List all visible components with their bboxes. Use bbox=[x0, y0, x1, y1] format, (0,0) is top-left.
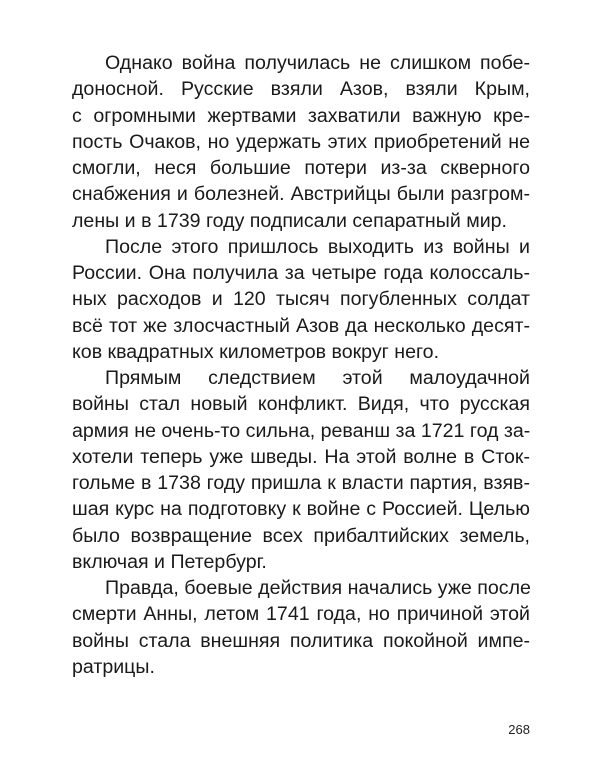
text-line: снабжения и болезней. Австрийцы были разгром- bbox=[72, 183, 530, 206]
paragraph bbox=[72, 50, 530, 234]
text-line: России. Она получила за четыре года колоссаль- bbox=[72, 262, 530, 284]
text-line: включая и Петербург. bbox=[72, 550, 267, 573]
text-line: армия не очень-то сильна, реванш за 1721 год за- bbox=[72, 419, 531, 442]
text-line: доносной. Русские взяли Азов, взяли Крым, bbox=[72, 78, 530, 101]
text-line: После этого пришлось выходить из войны и bbox=[105, 235, 530, 258]
paragraph bbox=[72, 365, 530, 575]
paragraph bbox=[72, 234, 530, 365]
page-body bbox=[72, 50, 530, 680]
text-line: Правда, боевые действия начались уже после bbox=[105, 577, 531, 599]
text-line: войны стал новый конфликт. Видя, что русская bbox=[72, 393, 530, 416]
text-line: ков квадратных километров вокруг него. bbox=[72, 340, 440, 363]
text-line: хотели теперь уже шведы. На этой волне в Сток- bbox=[72, 445, 530, 468]
text-line: войны стала внешняя политика покойной импе- bbox=[72, 629, 530, 652]
text-line: Прямым следствием этой малоудачной bbox=[105, 367, 530, 389]
text-line: было возвращение всех прибалтийских земель, bbox=[72, 524, 530, 547]
text-line: с огромными жертвами захватили важную кре- bbox=[72, 104, 530, 127]
text-line: Однако война получилась не слишком побе- bbox=[105, 52, 530, 74]
text-line: ратрицы. bbox=[72, 655, 155, 678]
text-line: гольме в 1738 году пришла к власти партия, взяв- bbox=[72, 472, 530, 494]
page-number: 268 bbox=[508, 722, 530, 737]
text-line: шая курс на подготовку к войне с Россией. Целью bbox=[72, 498, 530, 521]
text-line: смерти Анны, летом 1741 года, но причиной этой bbox=[72, 603, 530, 626]
text-line: ных расходов и 120 тысяч погубленных солдат bbox=[72, 288, 530, 311]
text-line: пость Очаков, но удержать этих приобретений не bbox=[72, 130, 530, 153]
text-line: лены и в 1739 году подписали сепаратный мир. bbox=[72, 209, 507, 232]
text-line: смогли, неся большие потери из-за скверного bbox=[72, 157, 530, 179]
paragraph bbox=[72, 575, 530, 680]
text-line: всё тот же злосчастный Азов да несколько десят- bbox=[72, 314, 530, 337]
